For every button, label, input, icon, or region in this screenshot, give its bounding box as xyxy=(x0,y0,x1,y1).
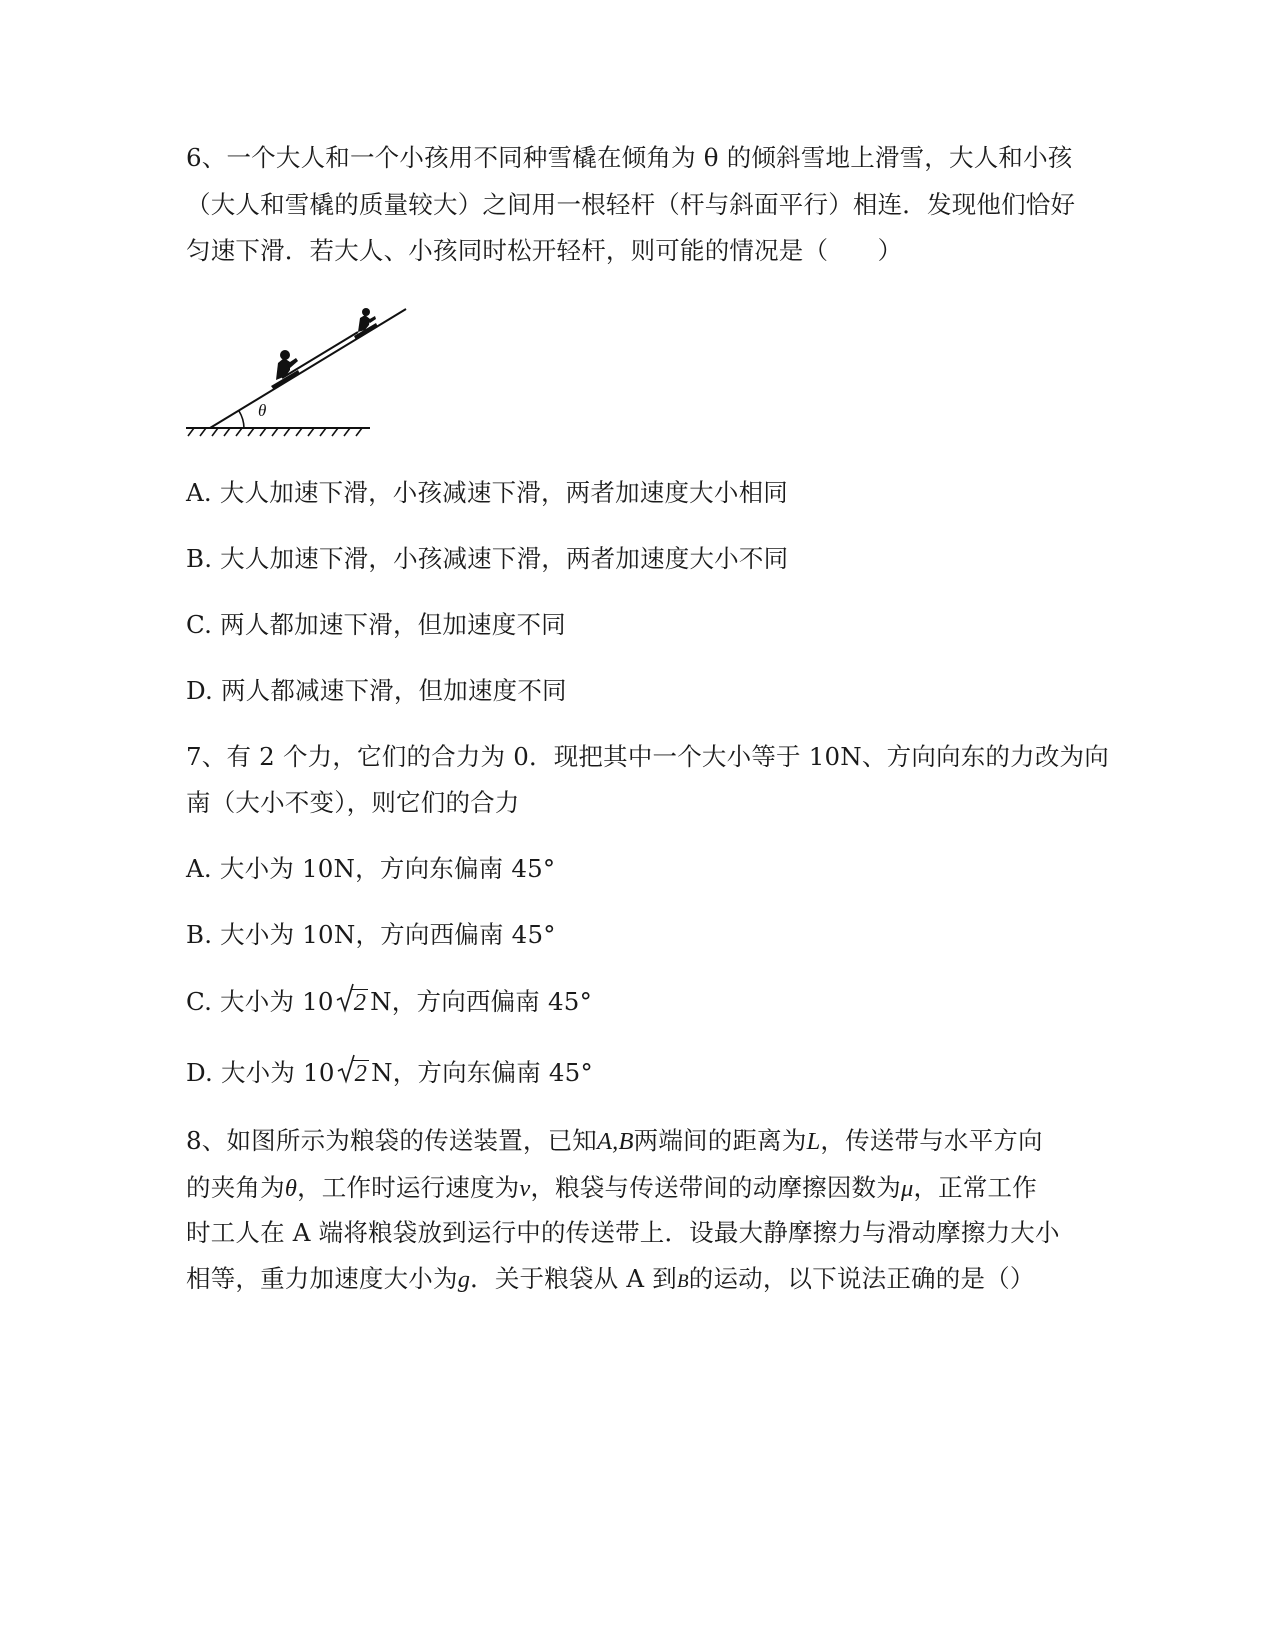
q8-text: ．关于粮袋从 A 到 xyxy=(470,1264,677,1293)
angle-label: θ xyxy=(258,401,267,420)
q7-option-c-suffix: N，方向西偏南 45° xyxy=(370,987,593,1016)
q8-stem-line-4 xyxy=(186,1262,1035,1299)
child-sled-figure xyxy=(354,308,378,340)
q6-stem-line-1: 6、一个大人和一个小孩用不同种雪橇在倾角为 θ 的倾斜雪地上滑雪，大人和小孩 xyxy=(186,143,1073,172)
q6-stem-line-2: （大人和雪橇的质量较大）之间用一根轻杆（杆与斜面平行）相连．发现他们恰好 xyxy=(186,190,1076,219)
sqrt-symbol xyxy=(336,985,368,1019)
q7-option-c-prefix: C. 大小为 10 xyxy=(186,987,334,1016)
q8-stem-line-1 xyxy=(186,1124,1043,1159)
q7-option-b: B. 大小为 10N，方向西偏南 45° xyxy=(186,920,556,949)
q8-var-v: v xyxy=(519,1175,531,1202)
q8-text: 两端间的距离为 xyxy=(633,1126,807,1155)
q6-stem-line-3: 匀速下滑．若大人、小孩同时松开轻杆，则可能的情况是（ ） xyxy=(186,236,903,265)
q7-option-c xyxy=(186,985,592,1019)
angle-arc xyxy=(239,411,244,428)
q7-stem-line-1: 7、有 2 个力，它们的合力为 0．现把其中一个大小等于 10N、方向向东的力改为向 xyxy=(186,742,1109,771)
ground-hatching xyxy=(188,428,362,436)
q6-option-d: D. 两人都减速下滑，但加速度不同 xyxy=(186,676,567,705)
q8-var-theta: θ xyxy=(284,1175,298,1202)
q8-var-ab: A,B xyxy=(597,1128,634,1155)
radical-sign-icon xyxy=(337,1054,355,1084)
q6-option-b: B. 大人加速下滑，小孩减速下滑，两者加速度大小不同 xyxy=(186,544,789,573)
q7-option-c-radicand: 2 xyxy=(353,989,367,1016)
q8-var-l: L xyxy=(806,1128,821,1155)
q6-option-c: C. 两人都加速下滑，但加速度不同 xyxy=(186,610,566,639)
q7-option-a: A. 大小为 10N，方向东偏南 45° xyxy=(186,854,556,883)
q8-stem-line-3: 时工人在 A 端将粮袋放到运行中的传送带上．设最大静摩擦力与滑动摩擦力大小 xyxy=(186,1218,1060,1247)
q8-text: 8、如图所示为粮袋的传送装置，已知 xyxy=(186,1126,597,1155)
q8-text: ，传送带与水平方向 xyxy=(820,1126,1043,1155)
q8-text: ，粮袋与传送带间的动摩擦因数为 xyxy=(530,1173,901,1202)
q7-option-d-suffix: N，方向东偏南 45° xyxy=(371,1058,593,1087)
q8-var-mu: μ xyxy=(900,1175,914,1202)
q8-text: ，正常工作 xyxy=(913,1173,1037,1202)
q7-option-d xyxy=(186,1056,593,1090)
slope-diagram xyxy=(186,308,416,443)
q7-option-d-prefix: D. 大小为 10 xyxy=(186,1058,335,1087)
q8-text: 的夹角为 xyxy=(186,1173,285,1202)
q8-text: ，工作时运行速度为 xyxy=(297,1173,520,1202)
q8-var-g: g xyxy=(457,1266,471,1293)
q7-option-d-radicand: 2 xyxy=(354,1060,368,1087)
q8-text: 相等，重力加速度大小为 xyxy=(186,1264,458,1293)
q7-stem-line-2: 南（大小不变），则它们的合力 xyxy=(186,788,520,817)
q6-option-a: A. 大人加速下滑，小孩减速下滑，两者加速度大小相同 xyxy=(186,478,788,507)
q8-text: 的运动，以下说法正确的是（） xyxy=(688,1264,1035,1293)
q8-var-b: B xyxy=(676,1271,689,1292)
q8-stem-line-2 xyxy=(186,1171,1037,1206)
sqrt-symbol xyxy=(337,1056,369,1090)
light-rod xyxy=(282,332,358,378)
radical-sign-icon xyxy=(336,983,354,1013)
